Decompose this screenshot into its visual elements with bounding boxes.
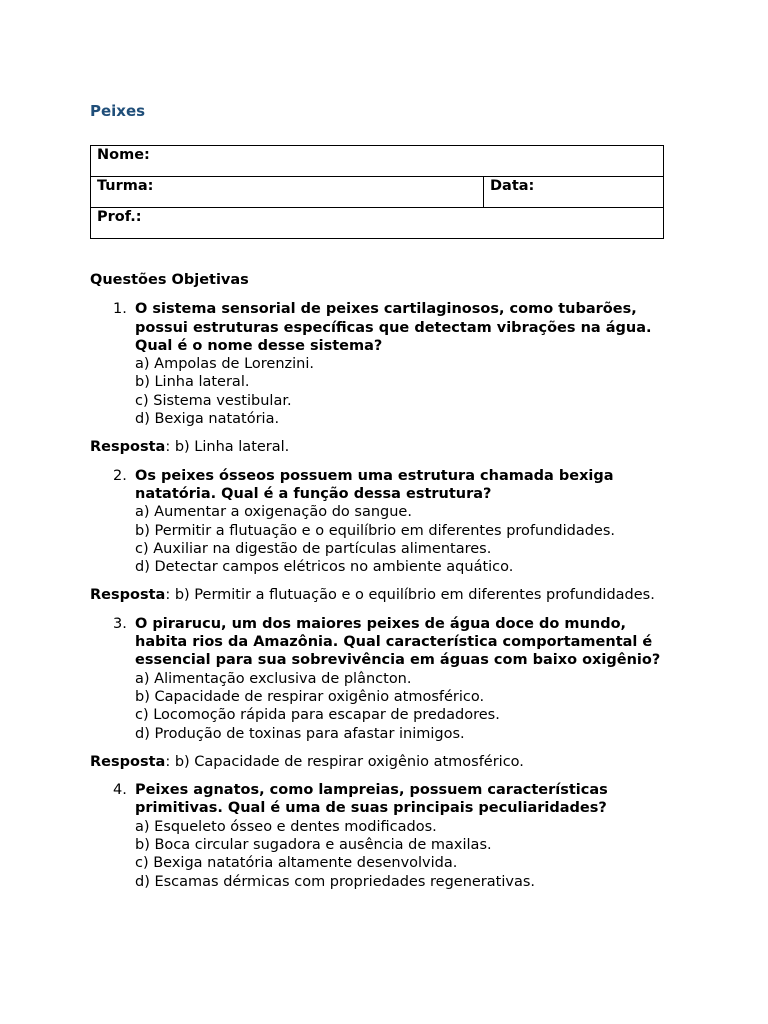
question-number: 1. xyxy=(113,301,127,318)
turma-data-row xyxy=(91,177,664,208)
question-2 xyxy=(90,467,680,577)
data-cell xyxy=(484,177,664,208)
question-stem: Os peixes ósseos possuem uma estrutura chamada bexiga natatória. Qual é a função dessa estrutura? xyxy=(135,467,614,502)
question-number: 2. xyxy=(113,467,127,484)
option-c: c) Sistema vestibular. xyxy=(135,392,292,409)
data-label: Data: xyxy=(490,178,535,194)
option-b: b) Linha lateral. xyxy=(135,374,250,391)
question-stem: Peixes agnatos, como lampreias, possuem características primitivas. Qual é uma de suas principais peculiaridades? xyxy=(135,782,608,817)
questions-content xyxy=(90,271,680,891)
answer-text: : b) Permitir a flutuação e o equilíbrio em diferentes profundidades. xyxy=(165,587,655,604)
answer-3 xyxy=(90,753,680,771)
option-d: d) Bexiga natatória. xyxy=(135,411,280,428)
question-4 xyxy=(90,781,680,891)
question-stem: O sistema sensorial de peixes cartilaginosos, como tubarões, possui estruturas específicas que detectam vibrações na água. Qual é o nome desse sistema? xyxy=(135,301,652,354)
option-b: b) Capacidade de respirar oxigênio atmosférico. xyxy=(135,688,485,705)
nome-label: Nome: xyxy=(97,147,150,163)
option-a: a) Ampolas de Lorenzini. xyxy=(135,356,314,373)
question-3 xyxy=(90,615,680,743)
turma-cell xyxy=(91,177,484,208)
nome-row xyxy=(91,146,664,177)
option-d: d) Produção de toxinas para afastar inimigos. xyxy=(135,725,465,742)
option-c: c) Bexiga natatória altamente desenvolvida. xyxy=(135,855,458,872)
answer-label: Resposta xyxy=(90,439,166,456)
document-title: Peixes xyxy=(90,102,146,120)
option-d: d) Detectar campos elétricos no ambiente aquático. xyxy=(135,559,514,576)
answer-text: : b) Capacidade de respirar oxigênio atmosférico. xyxy=(165,753,524,770)
answer-2 xyxy=(90,586,680,604)
answer-label: Resposta xyxy=(90,753,166,770)
option-a: a) Alimentação exclusiva de plâncton. xyxy=(135,670,412,687)
answer-label: Resposta xyxy=(90,587,166,604)
option-a: a) Aumentar a oxigenação do sangue. xyxy=(135,504,412,521)
nome-cell xyxy=(91,146,664,177)
option-a: a) Esqueleto ósseo e dentes modificados. xyxy=(135,818,437,835)
section-title: Questões Objetivas xyxy=(90,272,249,288)
question-number: 3. xyxy=(113,615,127,632)
student-info-table xyxy=(90,145,664,239)
question-stem: O pirarucu, um dos maiores peixes de água doce do mundo, habita rios da Amazônia. Qual característica comportamental é essencial para sua sobrevivência em águas com baixo oxigênio? xyxy=(135,615,661,669)
answer-1 xyxy=(90,438,680,456)
answer-text: : b) Linha lateral. xyxy=(165,439,290,456)
turma-label: Turma: xyxy=(97,178,154,194)
prof-cell xyxy=(91,208,664,239)
question-1 xyxy=(90,300,680,428)
prof-label: Prof.: xyxy=(97,209,142,225)
option-b: b) Permitir a flutuação e o equilíbrio em diferentes profundidades. xyxy=(135,522,616,539)
option-c: c) Locomoção rápida para escapar de predadores. xyxy=(135,707,500,724)
option-d: d) Escamas dérmicas com propriedades regenerativas. xyxy=(135,873,536,890)
question-number: 4. xyxy=(113,782,127,799)
option-c: c) Auxiliar na digestão de partículas alimentares. xyxy=(135,540,492,557)
prof-row xyxy=(91,208,664,239)
option-b: b) Boca circular sugadora e ausência de maxilas. xyxy=(135,837,492,854)
